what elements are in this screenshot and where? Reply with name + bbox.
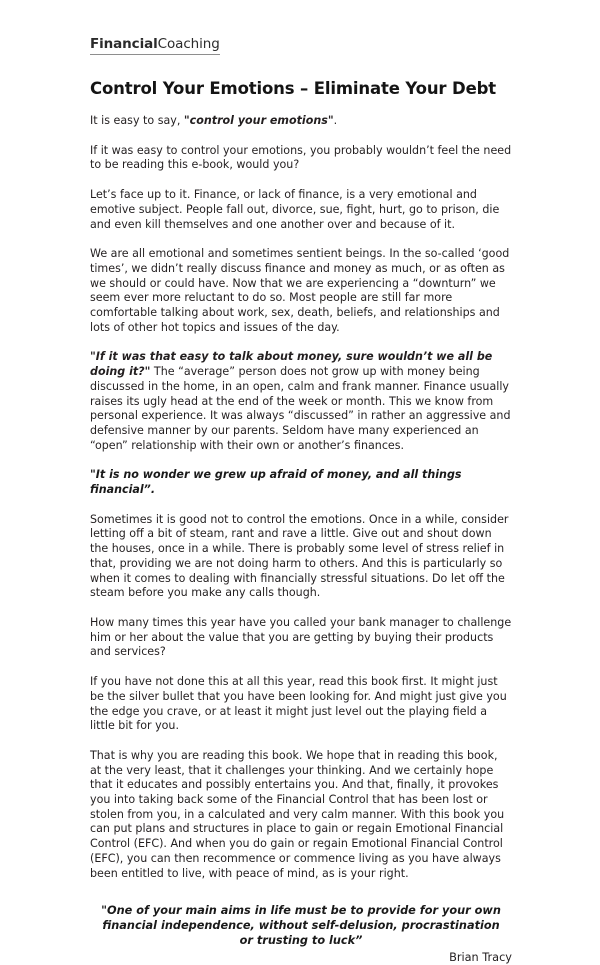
document-content-column [90,0,512,965]
paragraph-average-person-text: The “average” person does not grow up with money being discussed in the home, in an open, calm and frank manner. Finance usually raises its ugly head at the end of the week or month. This we know from personal experience. It was always “discussed” in rather an aggressive and defensive manner by our parents. Seldom have many experienced an “open” relationship with their own or another’s finances. [90,365,511,452]
emphasis-line-no-wonder: "It is no wonder we grew up afraid of money, and all things financial”. [90,468,462,497]
paragraph-if-it-was-easy: If it was easy to control your emotions, you probably wouldn’t feel the need to be reading this e-book, would you? [90,143,512,172]
brand-logo-strong: Financial [90,36,158,52]
document-header [90,0,512,55]
paragraph-silver-bullet: If you have not done this at all this year, read this book first. It might just be the silver bullet that you have been looking for. And might just give you the edge you crave, or at least it might just level out the playing field a little bit for you. [90,675,507,733]
paragraph-that-is-why: That is why you are reading this book. We hope that in reading this book, at the very least, that it challenges your thinking. And we certainly hope that it educates and possibly entertains you. And that, finally, it provokes you into taking back some of the Financial Control that has been lost or stolen from you, in a calculated and very calm manner. With this book you can put plans and structures in place to gain or regain Emotional Financial Control (EFC). And when you do gain or regain Emotional Financial Control (EFC), you can then recommence or commence living as you have always been entitled to live, with peace of mind, as is your right. [90,748,505,880]
paragraph-tail-text: . [333,114,338,127]
brand-logo-light: Coaching [157,36,220,52]
emphasis-control-your-emotions: "control your emotions" [183,114,334,127]
paragraph-sometimes-good: Sometimes it is good not to control the emotions. Once in a while, consider letting off a bit of steam, rant and rave a little. Give out and shout down the houses, once in a while. There is probably some level of stress relief in that, providing we are not doing harm to others. And this is particularly so when it comes to dealing with financially stressful situations. Do let off the steam before you make any calls though. [90,512,509,600]
paragraph-lead-text: It is easy to say, [90,114,184,127]
closing-quote-text: "One of your main aims in life must be to provide for your own financial independence, without self-delusion, procrastination or trusting to luck” [101,904,501,948]
brand-logo [90,36,220,55]
paragraph-how-many-times: How many times this year have you called your bank manager to challenge him or her about the value that you are getting by buying their products and services? [90,615,512,659]
page-title: Control Your Emotions – Eliminate Your Debt [90,79,497,98]
paragraph-easy-to-say [90,99,512,129]
paragraph-emotional-beings: We are all emotional and sometimes sentient beings. In the so-called ‘good times’, we didn’t really discuss finance and money as much, or as often as we should or could have. Now that we are experiencing a “downturn” we seem ever more reluctant to do so. Most people are still far more comfortable talking about work, sex, death, beliefs, and relationships and lots of other hot topics and issues of the day. [90,247,510,334]
paragraph-lets-face-up: Let’s face up to it. Finance, or lack of finance, is a very emotional and emotive subject. People fall out, divorce, sue, fight, hurt, go to prison, die and even kill themselves and one another over and because of it. [90,188,500,231]
emphasis-easy-to-talk-about-money: "If it was that easy to talk about money, sure wouldn’t we all be doing it?" [90,350,493,379]
paragraph-average-person [90,335,512,453]
closing-quote-attribution: Brian Tracy [449,951,512,965]
closing-quote-block [90,881,512,965]
